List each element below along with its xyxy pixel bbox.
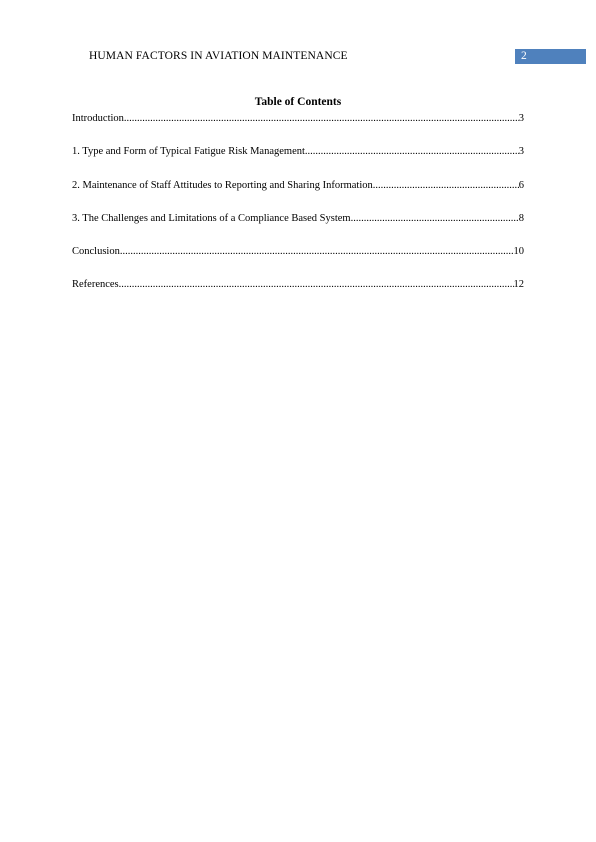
toc-entry-title: Conclusion — [72, 246, 120, 258]
toc-entry-page: 8 — [518, 212, 524, 224]
toc-dot-leader — [120, 245, 514, 259]
toc-dot-leader — [373, 179, 519, 193]
toc-list — [72, 112, 524, 312]
toc-entry-references[interactable] — [72, 278, 524, 292]
page-number-badge: 2 — [515, 49, 586, 64]
toc-entry-title: 3. The Challenges and Limitations of a Compliance Based System — [72, 212, 351, 224]
toc-dot-leader — [351, 212, 519, 226]
toc-entry-page: 10 — [513, 246, 524, 258]
running-header-title: HUMAN FACTORS IN AVIATION MAINTENANCE — [89, 50, 348, 62]
toc-entry-conclusion[interactable] — [72, 245, 524, 259]
toc-entry-section-3[interactable] — [72, 212, 524, 226]
toc-entry-introduction[interactable] — [72, 112, 524, 126]
toc-heading: Table of Contents — [254, 96, 342, 108]
toc-entry-page: 6 — [518, 179, 524, 191]
toc-dot-leader — [119, 278, 514, 292]
toc-entry-title: References — [72, 279, 119, 291]
toc-entry-title: 2. Maintenance of Staff Attitudes to Reporting and Sharing Information — [72, 179, 373, 191]
toc-dot-leader — [124, 112, 519, 126]
toc-entry-title: 1. Type and Form of Typical Fatigue Risk Management — [72, 146, 305, 158]
toc-dot-leader — [305, 145, 519, 159]
toc-entry-page: 3 — [518, 113, 524, 124]
toc-entry-page: 12 — [513, 279, 524, 291]
toc-entry-page: 3 — [518, 146, 524, 158]
toc-entry-section-2[interactable] — [72, 179, 524, 193]
toc-entry-title: Introduction — [72, 113, 124, 124]
toc-entry-section-1[interactable] — [72, 145, 524, 159]
